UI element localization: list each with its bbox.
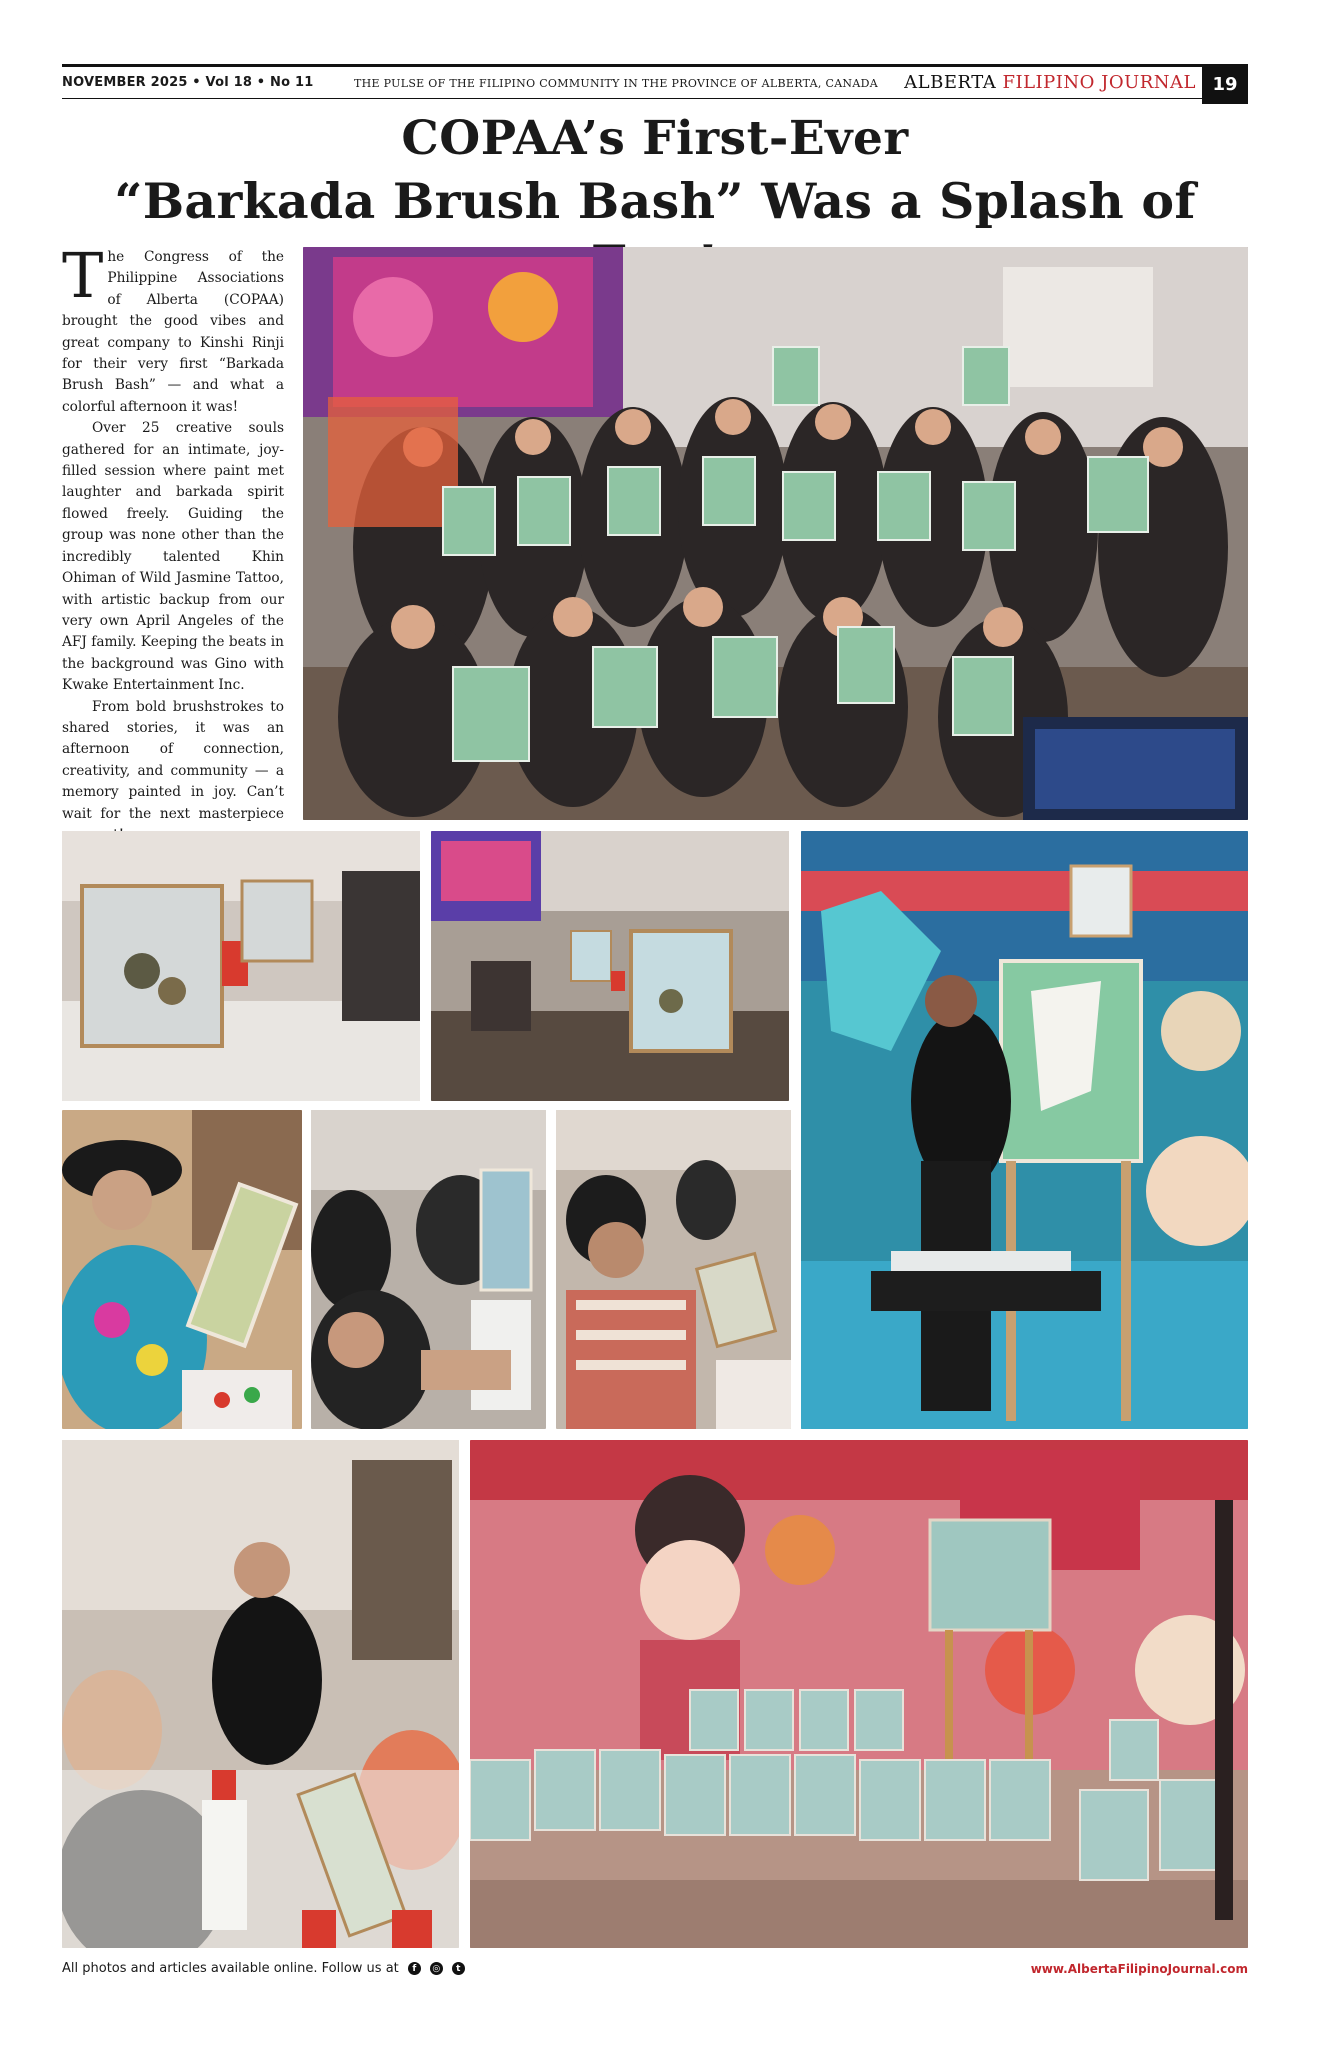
photo-easels-table-left — [62, 831, 420, 1101]
headline-line-2: “Barkada Brush Bash” Was a Splash of — [114, 172, 1196, 230]
twitter-icon[interactable]: t — [452, 1962, 465, 1975]
photo-woman-plaid-painting — [556, 1110, 791, 1429]
photo-paintings-on-easels-mural — [470, 1440, 1248, 1948]
publication-name — [904, 72, 1196, 93]
facebook-icon[interactable]: f — [408, 1962, 421, 1975]
header-tagline: THE PULSE OF THE FILIPINO COMMUNITY IN THE PROVINCE OF ALBERTA, CANADA — [354, 77, 878, 90]
headline-line-1: COPAA’s First-Ever — [401, 111, 909, 166]
header-bottom-rule — [62, 98, 1248, 99]
drop-cap: T — [62, 239, 104, 312]
photo-women-painting-tables — [311, 1110, 546, 1429]
brand-alberta: ALBERTA — [904, 72, 997, 93]
page-number: 19 — [1202, 64, 1248, 104]
photo-instructor-standing-tables — [62, 1440, 459, 1948]
article-paragraph-1 — [62, 239, 284, 418]
brand-filipino-journal: FILIPINO JOURNAL — [1002, 72, 1196, 93]
photo-easels-room-wide — [431, 831, 789, 1101]
article-paragraph-2: Over 25 creative souls gathered for an intimate, joy-filled session where paint met laughter and barkada spirit flowed freely. Guiding the group was none other than the incredibly talented Khin Ohiman of Wild Jasmine Tattoo, with artistic backup from our very own April Angeles of the AFJ family. Keeping the beats in the background was Gino with Kwake Entertainment Inc. — [62, 420, 284, 694]
footer-note — [62, 1961, 465, 1976]
photo-man-painting — [62, 1110, 302, 1429]
instagram-icon[interactable]: ◎ — [430, 1962, 443, 1975]
article-paragraph-3: From bold brushstrokes to shared stories, it was an afternoon of connection, creativity, and community — a memory painted in joy. Can’t wait for the next masterpiece — [62, 698, 284, 822]
page-footer — [62, 1958, 1248, 1982]
photo-group-with-paintings — [303, 247, 1248, 820]
website-link[interactable]: www.AlbertaFilipinoJournal.com — [1030, 1962, 1248, 1976]
footer-note-text: All photos and articles available online. Follow us at — [62, 1961, 399, 1976]
issue-info: NOVEMBER 2025 • Vol 18 • No 11 — [62, 75, 314, 90]
paragraph-1-text: he Congress of the Philippine Associations of Alberta (COPAA) brought the good vibes and great company to Kinshi Rinji for their very first “Barkada Brush Bash” — and what a colorful afternoon it was! — [62, 249, 284, 415]
article-body — [62, 239, 284, 846]
photo-instructor-painting-demo — [801, 831, 1248, 1429]
page-header — [62, 67, 1248, 98]
